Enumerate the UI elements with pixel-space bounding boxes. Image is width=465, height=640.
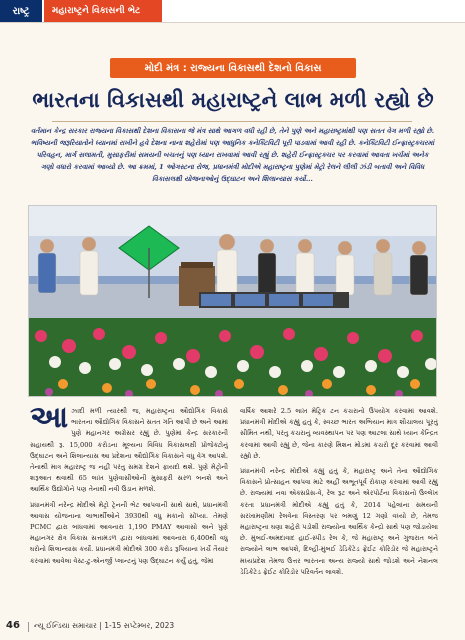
page-number: 46 <box>6 620 20 631</box>
article-headline: ભારતના વિકાસથી મહારાષ્ટ્રને લાભ મળી રહ્યો છે <box>32 88 434 112</box>
body-paragraph: વાર્ષિક આશરે 2.5 લાખ મેટ્રિક ટન કચરાનો ઉપયોગ કરવામાં આવશે. પ્રધાનમંત્રી મોદીએ કહ્યું હતું કે, સ્વચ્છ ભારત અભિયાન માત્ર શૌચાલય પૂરતું સીમિત નથી, પરંતુ કચરાનું વ્યવસ્થાપન પર પણ આટલા સાથે ધ્યાન કેન્દ્રિત કરવામાં આવી રહ્યું છે, જેના કારણે મિશન મોડમાં કચરો દૂર કરવામાં આવી રહ્યો છે. <box>240 407 438 460</box>
publication-line: ન્યૂ ઈન્ડિયા સમાચાર | 1-15 સપ્ટેમ્બર, 2023 <box>34 621 175 630</box>
stage-photo-illustration <box>29 206 437 397</box>
body-column-left <box>30 406 228 604</box>
kicker-banner: મોદી મંત્ર : રાજ્યના વિકાસથી દેશનો વિકાસ <box>110 58 356 78</box>
headline-rule <box>52 121 412 122</box>
section-title: મહારાષ્ટ્રને વિકાસની ભેટ <box>44 0 162 22</box>
body-paragraph <box>30 406 228 496</box>
article-body <box>30 406 438 604</box>
page-footer <box>0 612 465 640</box>
event-photo <box>28 205 437 397</box>
drop-cap: આ <box>30 406 69 435</box>
body-column-right <box>240 406 438 604</box>
article-lead: વર્તમાન કેન્દ્ર સરકાર રાજ્યના વિકાસથી દેશના વિકાસના જે મંત્ર સાથે આગળ વધી રહી છે, તેને પુણે અને મહારાષ્ટ્રમાંથી પણ સતત વેગ મળી રહ્યો છે. ભવિષ્યની જરૂરિયાતોને ધ્યાનમાં રાખીને હવે દેશના નાના શહેરોમાં પણ આધુનિક કનેક્ટિવિટી પૂરી પાડવામાં આવી રહી છે. કનેક્ટિવિટી ઈન્ફ્રાસ્ટ્રક્ચરમાં પરિવહન, માર્ગ સલામતી, મુસાફરીમાં સમયની બચતનું પણ ધ્યાન રાખવામાં આવી રહ્યું છે. શહેરી ઈન્ફ્રાસ્ટ્રક્ચર પર કરવામાં આવતા ખર્ચમાં અનેક ગણો વધારો કરવામાં આવ્યો છે. આ ક્રમમાં, 1 ઓગસ્ટના રોજ, પ્રધાનમંત્રી મોદીએ મહારાષ્ટ્રના પુણેમાં મેટ્રો રેલને લીલી ઝંડી બતાવી અને વિવિધ વિકાસલક્ષી યોજનાઓનું ઉદ્ઘાટન અને શિલાન્યાસ કર્યો... <box>30 127 435 183</box>
page-header <box>0 0 465 23</box>
body-text: ઝાદી મળી ત્યારથી જ, મહારાષ્ટ્રના ઔદ્યોગિક વિકાસે ભારતના ઔદ્યોગિક વિકાસને સતત ગતિ આપી છે અને આમાં પુણે મહાનગર અગ્રેસર રહ્યું છે. પુણેમાં કેન્દ્ર સરકારની સહાયથી રૂ. 15,000 કરોડના મૂલ્યના વિવિધ વિકાસલક્ષી પ્રોજેક્ટોનું ઉદ્ઘાટન અને શિલાન્યાસ આ પ્રદેશના ઔદ્યોગિક વિકાસને વધુ વેગ આપશે. તેનાથી માત્ર મહારાષ્ટ્ર જ નહીં પરંતુ સમગ્ર દેશને ફાયદો થશે. પુણે મેટ્રોની શરૂઆત થવાથી 65 લાખ પુણેવાસીઓની મુસાફરી સરળ બનશે અને આર્થિક ઉદ્યોગોને પણ તેનાથી નવી ઉડાન મળશે. <box>30 407 228 494</box>
body-paragraph: પ્રધાનમંત્રી નરેન્દ્ર મોદીએ કહ્યું હતું કે, મહારાષ્ટ્ર અને તેના ઔદ્યોગિક વિકાસને પ્રોત્સાહન આપવા માટે અહીં અભૂતપૂર્વ રોકાણ કરવામાં આવી રહ્યું છે. રાજ્યમાં નવા એક્સપ્રેસ-વે, રેલ રૂટ અને એરપોર્ટના વિકાસનો ઉલ્લેખ કરતા પ્રધાનમંત્રી મોદીએ કહ્યું હતું કે, 2014 પહેલાંના સમયની સરખામણીમાં રેલવેના વિસ્તરણ પર બમણું 12 ગણો વધ્યો છે, તેમજ મહારાષ્ટ્રના ઘણા શહેરો પડોશી રાજ્યોના આર્થિક કેન્દ્રો સાથે પણ જોડાયેલા છે. મુંબઈ-અમદાવાદ હાઈ-સ્પીડ રેલ કે, જે મહારાષ્ટ્ર અને ગુજરાત બંને રાજ્યોને લાભ આપશે, દિલ્હી-મુંબઈ ડેડિકેટેડ ફ્રેઈટ કોરિડોર જે મહારાષ્ટ્રને મધ્યપ્રદેશ તેમજ ઉત્તર ભારતના અન્ય રાજ્યો સાથે જોડશે અને નેશનલ ડેડિકેટેડ ફ્રેઈટ કોરિડોર પરિવર્તન લાવશે. <box>240 467 438 576</box>
footer-divider <box>28 622 29 632</box>
body-paragraph: પ્રધાનમંત્રી નરેન્દ્ર મોદીએ મેટ્રો ટ્રેનની ભેટ આપવાની સાથે સાથે, પ્રધાનમંત્રી આવાસ યોજનાના લાભાર્થીઓને 3930થી વધુ મકાનો સોંપ્યા. તેમણે PCMC દ્વારા બાંધવામાં આવનારા 1,190 PMAY આવાસો અને પુણે મહાનગર ક્ષેત્ર વિકાસ સત્તામંડળ દ્વારા બાંધવામાં આવનારા 6,400થી વધુ ઘરોનો શિલાન્યાસ કર્યો. પ્રધાનમંત્રી મોદીએ 300 કરોડ રૂપિયાના ખર્ચે તૈયાર કરવામાં આવેલા વેસ્ટ-ટુ-એનર્જી પ્લાન્ટનું પણ ઉદ્ઘાટન કર્યું હતું, જેમાં <box>30 500 228 565</box>
section-tag: રાષ્ટ્ર <box>0 0 42 22</box>
